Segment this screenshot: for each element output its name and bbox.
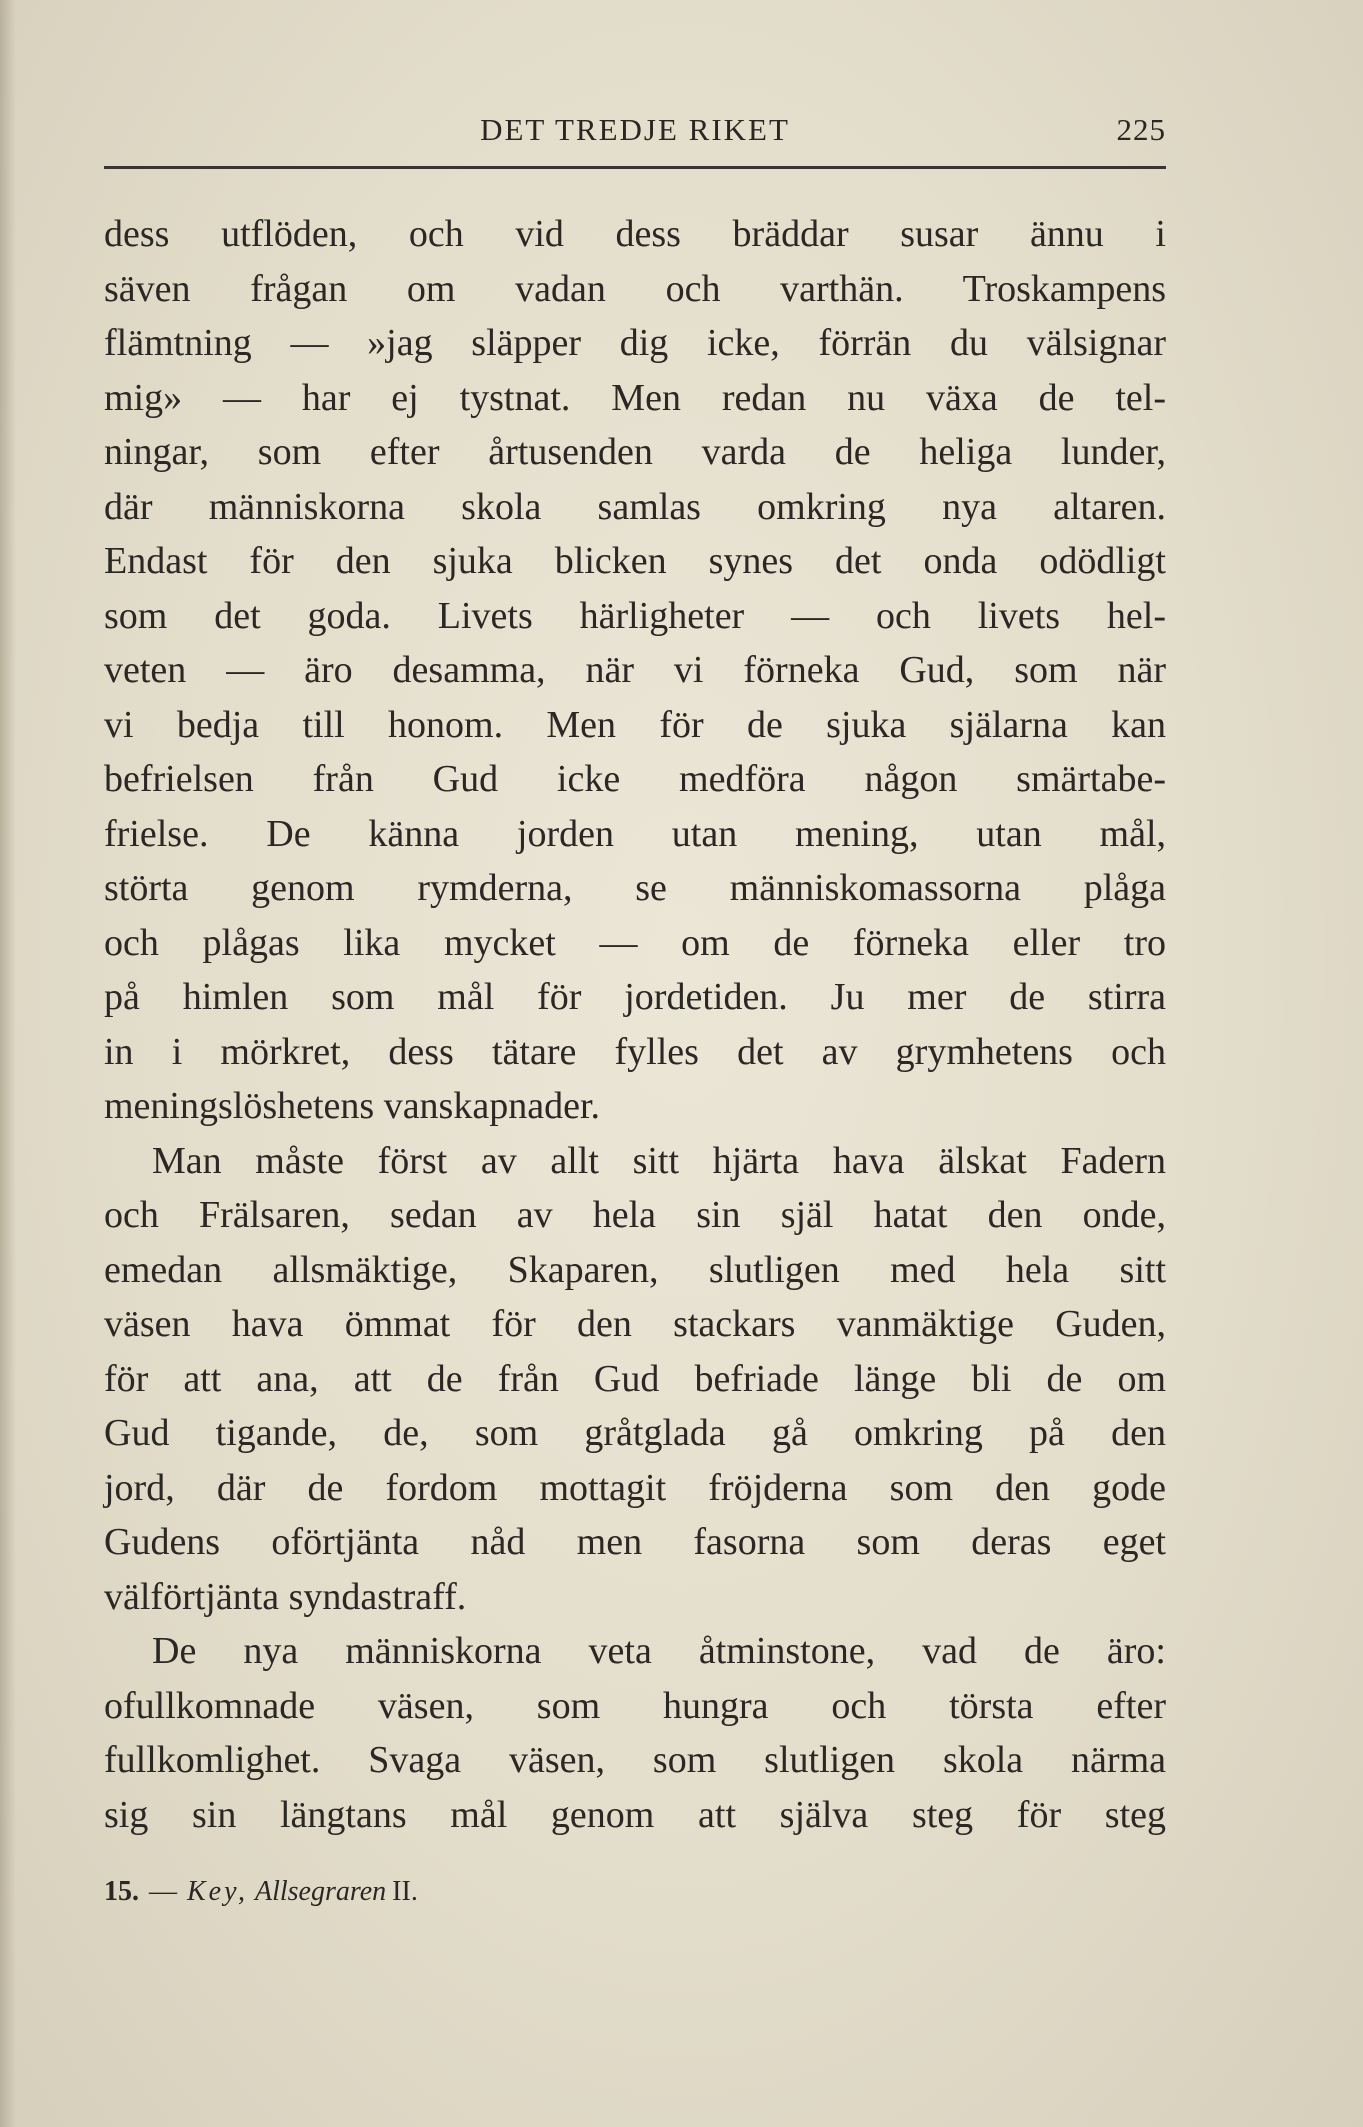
text-line: Endast för den sjuka blicken synes det onda odödligt [104, 540, 1166, 582]
text-line: emedan allsmäktige, Skaparen, slutligen med hela sitt [104, 1248, 1166, 1291]
body-text [104, 207, 1166, 1842]
text-line: befrielsen från Gud icke medföra någon smärtabe- [104, 758, 1166, 800]
signature-number: 15. [104, 1876, 139, 1907]
page-number: 225 [1116, 112, 1166, 147]
text-line: mig» — har ej tystnat. Men redan nu växa de tel- [104, 376, 1166, 419]
text-line: fullkomlighet. Svaga väsen, som slutligen skola närma [104, 1739, 1166, 1781]
text-line: där människorna skola samlas omkring nya altaren. [104, 485, 1166, 528]
signature-dash: — [149, 1876, 177, 1907]
text-line: ofullkomnade väsen, som hungra och törsta efter [104, 1684, 1166, 1727]
page-header [104, 112, 1166, 162]
text-line: De nya människorna veta åtminstone, vad de äro: [152, 1630, 1166, 1672]
text-line: och Frälsaren, sedan av hela sin själ hatat den onde, [104, 1194, 1166, 1236]
text-line: Gudens oförtjänta nåd men fasorna som deras eget [104, 1521, 1166, 1563]
text-line: som det goda. Livets härligheter — och livets hel- [104, 594, 1166, 637]
text-line: meningslöshetens vanskapnader. [104, 1085, 601, 1127]
page-edge-shadow [0, 0, 16, 2127]
text-line: sig sin längtans mål genom att själva steg för steg [104, 1793, 1166, 1836]
signature-author: Key, [187, 1876, 248, 1907]
text-line: veten — äro desamma, när vi förneka Gud, som när [104, 649, 1166, 691]
paragraph-1 [104, 207, 1166, 1134]
text-line: ningar, som efter årtusenden varda de heliga lunder, [104, 431, 1166, 473]
text-line: störta genom rymderna, se människomassorna plåga [104, 867, 1166, 909]
signature-volume: II. [392, 1876, 418, 1907]
paragraph-2 [104, 1134, 1166, 1625]
paragraph-3 [104, 1624, 1166, 1842]
text-line: frielse. De känna jorden utan mening, utan mål, [104, 812, 1166, 855]
text-line: för att ana, att de från Gud befriade länge bli de om [104, 1357, 1166, 1400]
text-line: välförtjänta syndastraff. [104, 1575, 467, 1618]
text-line: jord, där de fordom mottagit fröjderna som den gode [104, 1466, 1166, 1509]
text-line: dess utflöden, och vid dess bräddar susar ännu i [104, 213, 1166, 255]
signature-title: Allsegraren [255, 1876, 387, 1907]
header-rule [104, 166, 1166, 169]
signature-mark [104, 1876, 418, 1908]
text-line: vi bedja till honom. Men för de sjuka själarna kan [104, 703, 1166, 746]
text-line: Man måste först av allt sitt hjärta hava älskat Fadern [152, 1139, 1166, 1182]
running-title: DET TREDJE RIKET [480, 112, 790, 147]
text-line: och plågas lika mycket — om de förneka eller tro [104, 921, 1166, 964]
text-line: väsen hava ömmat för den stackars vanmäktige Guden, [104, 1303, 1166, 1345]
text-line: flämtning — »jag släpper dig icke, förrän du välsignar [104, 322, 1166, 364]
text-line: på himlen som mål för jordetiden. Ju mer de stirra [104, 976, 1166, 1018]
text-line: in i mörkret, dess tätare fylles det av grymhetens och [104, 1030, 1166, 1073]
text-line: säven frågan om vadan och varthän. Troskampens [104, 267, 1166, 310]
text-line: Gud tigande, de, som gråtglada gå omkring på den [104, 1412, 1166, 1454]
